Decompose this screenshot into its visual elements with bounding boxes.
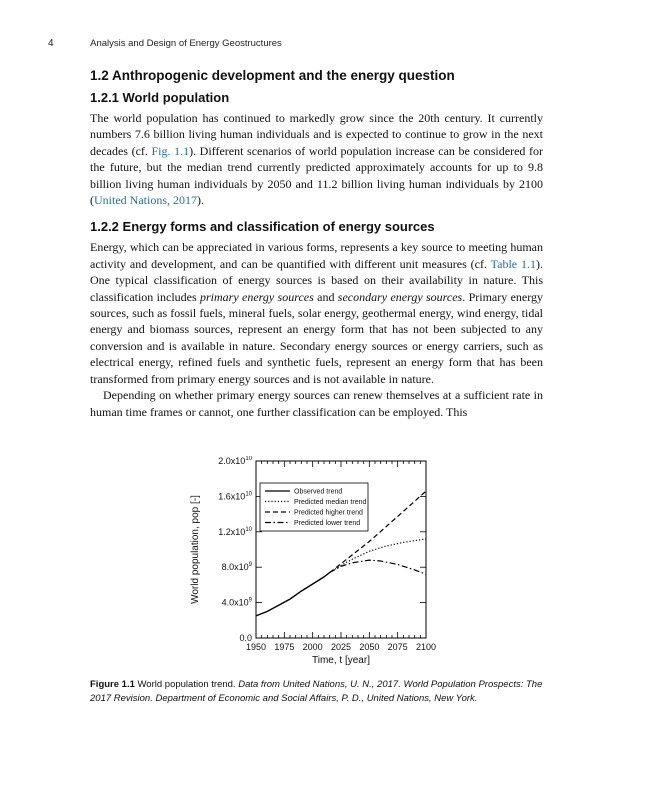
- y-tick-label: $4.0x10^9$: [221, 597, 252, 608]
- x-tick-label: 1975: [274, 642, 295, 652]
- y-tick-label: $1.6x10^{10}$: [218, 491, 252, 502]
- term-secondary-energy-sources: secondary energy sources: [337, 289, 463, 304]
- y-tick-label: $8.0x10^9$: [221, 562, 252, 573]
- paragraph-energy-forms: Energy, which can be appreciated in various forms, represents a key source to meeting human activity and development, and can be quantified with different unit measures (cf. Table 1.1). One typical classification of energy sources is based on their availability in nature. This classification includes primary energy sources and secondary energy sources. Primary energy sources, such as fossil fuels, mineral fuels, solar energy, geothermal energy, wind energy, tidal energy and biomass sources, represent an energy form that has not been subjected to any conversion and is available in nature. Secondary energy sources or energy carriers, such as electrical energy, refined fuels and synthetic fuels, represent an energy form that has been transformed from primary energy sources and is not available in nature.: [90, 240, 544, 386]
- figure-world-population: [186, 456, 448, 676]
- x-tick-label: 2000: [302, 642, 323, 652]
- subsection-heading-1-2-2: 1.2.2 Energy forms and classification of energy sources: [90, 219, 435, 235]
- series-line-predicted-lower-trend: [330, 560, 426, 574]
- population-chart: [186, 456, 448, 676]
- y-tick-label: $1.2x10^{10}$: [218, 526, 252, 537]
- term-primary-energy-sources: primary energy sources: [200, 289, 314, 304]
- citation-link[interactable]: United Nations, 2017: [94, 193, 197, 208]
- legend-label: Predicted higher trend: [294, 509, 363, 517]
- legend-label: Predicted lower trend: [294, 520, 361, 527]
- figure-reference-link[interactable]: Fig. 1.1: [151, 143, 190, 158]
- x-tick-label: 2050: [359, 642, 380, 652]
- figure-caption: [90, 678, 543, 706]
- caption-source: Data from United Nations, U. N., 2017. World Population Prospects: The 2017 Revision. Department of Economic and Social Affairs, P. D., United Nations, New York.: [90, 679, 543, 704]
- paragraph-classification: Depending on whether primary energy sources can renew themselves at a sufficient rate in human time frames or cannot, one further classification can be employed. This: [90, 388, 543, 419]
- series-line-observed-trend: [256, 573, 330, 616]
- page-body: [90, 68, 543, 420]
- running-title: Analysis and Design of Energy Geostructures: [90, 38, 282, 49]
- paragraph-world-population: The world population has continued to markedly grow since the 20th century. It currently numbers 7.6 billion living human individuals and is expected to continue to grow in the next decades (cf. Fig. 1.1). Different scenarios of world population increase can be considered for the future, but the median trend currently predicted approximately accounts for up to 9.8 billion living human individuals by 2050 and 11.2 billion living human individuals by 2100 (United Nations, 2017).: [90, 111, 543, 208]
- figure-label: Figure 1.1: [90, 679, 135, 690]
- x-axis-label: Time, t [year]: [312, 655, 370, 666]
- legend-label: Predicted median trend: [294, 499, 367, 506]
- legend-label: Observed trend: [294, 488, 343, 496]
- x-tick-label: 1950: [245, 642, 267, 652]
- x-tick-label: 2025: [330, 642, 352, 652]
- table-reference-link[interactable]: Table 1.1: [490, 256, 536, 271]
- caption-text: World population trend.: [137, 679, 236, 690]
- series-line-predicted-median-trend: [330, 539, 426, 573]
- x-tick-label: 2100: [415, 642, 437, 652]
- subsection-heading-1-2-1: 1.2.1 World population: [90, 90, 230, 105]
- running-header: [48, 38, 282, 49]
- page-number: 4: [48, 38, 54, 49]
- x-tick-label: 2075: [387, 642, 408, 652]
- y-tick-label: 0.0: [239, 633, 252, 643]
- y-axis-label: World population, pop [-]: [190, 495, 201, 604]
- section-heading-1-2: 1.2 Anthropogenic development and the energy question: [90, 68, 455, 83]
- y-tick-label: $2.0x10^{10}$: [218, 456, 252, 466]
